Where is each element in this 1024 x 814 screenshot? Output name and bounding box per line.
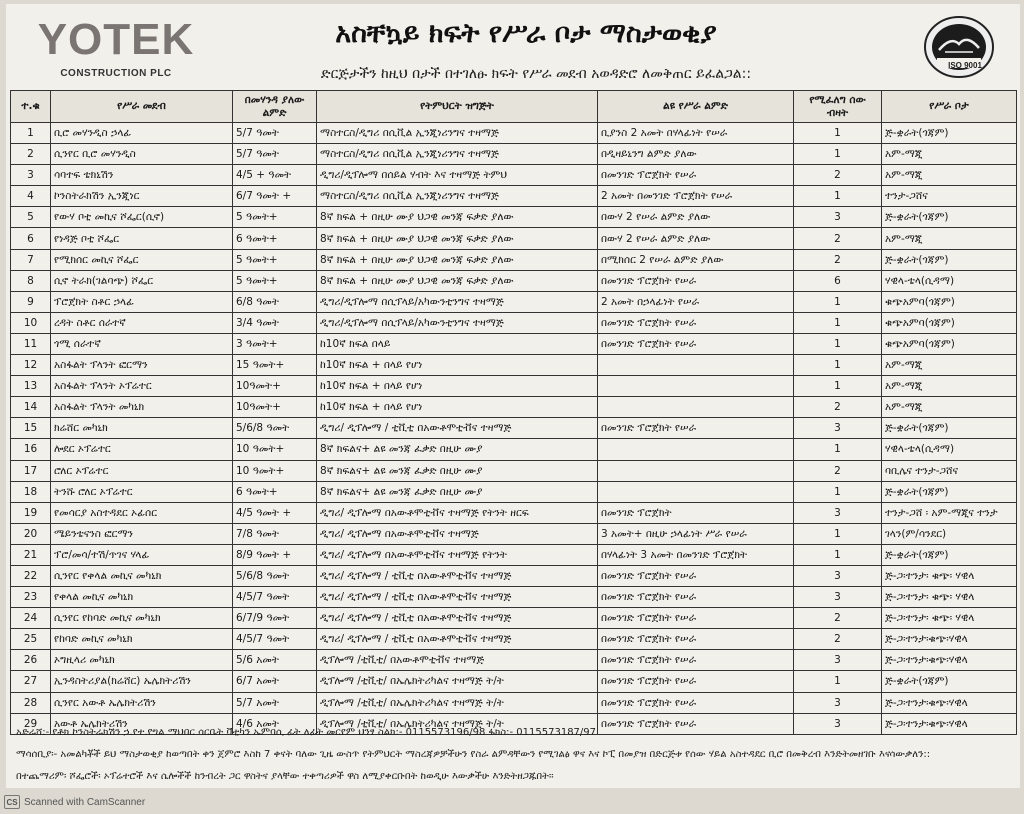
required-count: 2 xyxy=(794,228,882,249)
table-row xyxy=(11,439,1017,460)
experience: 4/5 + ዓመት xyxy=(233,165,317,186)
education: ከ10ኛ ክፍል + በላይ የሆነ xyxy=(317,355,598,376)
work-site: ጅ-ቋራት(ጎጃም) xyxy=(882,544,1017,565)
education: 8ኛ ክፍልና+ ልዩ መንጃ ፈቃድ በዚሁ ሙያ xyxy=(317,439,598,460)
experience: 5 ዓመት+ xyxy=(233,207,317,228)
job-position: ሲኖ ትራክ(ገልባጭ) ሾፌር xyxy=(51,270,233,291)
required-count: 1 xyxy=(794,291,882,312)
table-row xyxy=(11,544,1017,565)
table-row xyxy=(11,608,1017,629)
special-experience: በመንገድ ፕሮጀክት የሠራ xyxy=(598,671,794,692)
job-position: ጎሚ ሰራተኛ xyxy=(51,333,233,354)
job-position: ሲንየር የቀላል መኪና መካኒክ xyxy=(51,565,233,586)
special-experience: በመንገድ ፕሮጀክት የሠራ xyxy=(598,692,794,713)
experience: 4/5/7 ዓመት xyxy=(233,629,317,650)
experience: 6 ዓመት+ xyxy=(233,228,317,249)
education: ማስተርስ/ዲግሪ በሲቪል ኢንጂነሪንግና ተዛማጅ xyxy=(317,144,598,165)
special-experience xyxy=(598,355,794,376)
row-number: 11 xyxy=(11,333,51,354)
education: ዲግሪ/ዲፕሎማ በሲፕላይ/አካውንቲንግና ተዛማጅ xyxy=(317,312,598,333)
seal-label: ISO 9001 xyxy=(948,61,982,70)
iso-seal-icon xyxy=(901,12,997,82)
required-count: 2 xyxy=(794,608,882,629)
special-experience: በውሃ 2 የሠራ ልምድ ያለው xyxy=(598,207,794,228)
job-position: ፕሮ/መሳ/ተሽ/ጥገና ሃላፊ xyxy=(51,544,233,565)
special-experience: በመንገድ ፕሮጀክት የሠራ xyxy=(598,270,794,291)
work-site: ጅ-ጋ፡ተንታ፡ቁጭ፡ሃዊላ xyxy=(882,650,1017,671)
work-site: ጅ-ጋ፡ተንታ፡ቁጭ፡ሃዊላ xyxy=(882,629,1017,650)
vacancy-table xyxy=(10,90,1017,735)
company-logo xyxy=(36,14,196,84)
work-site: ጅ-ጋ፡ተንታ፡ ቁጭ፡ ሃዊላ xyxy=(882,608,1017,629)
education: ዲፕሎማ /ቲቪቲ/ በኤሌክትሪካልና ተዛማጅ ት/ት xyxy=(317,692,598,713)
row-number: 4 xyxy=(11,186,51,207)
job-position: አውቶ ኤሌክትሪሽን xyxy=(51,713,233,734)
table-row xyxy=(11,333,1017,354)
education: ዲግሪ/ ዲፕሎማ / ቲቪቲ በአውቶሞቲቭና ተዛማጅ xyxy=(317,608,598,629)
experience: 4/5 ዓመት + xyxy=(233,502,317,523)
footer-address: አድራሻ:- የቶክ ኮንስትራክሽን ኃ.የተ.የግል ማህበር ሳርቤት ቫቲካን ኤምባሲ ፊት ለፊት መርየም ህንፃ ስልክ:- 0115573196/98 ፋክስ:- 0115573187/97 xyxy=(16,727,597,738)
work-site: ሃዊላ-ቴላ(ሲዳማ) xyxy=(882,270,1017,291)
experience: 3 ዓመት+ xyxy=(233,333,317,354)
scanner-text: Scanned with CamScanner xyxy=(24,796,146,808)
special-experience: በመንገድ ፕሮጀክት የሠራ xyxy=(598,608,794,629)
required-count: 1 xyxy=(794,312,882,333)
table-row xyxy=(11,565,1017,586)
education: 8ኛ ክፍል + በዚሁ ሙያ ህጋዊ መንጃ ፍቃድ ያለው xyxy=(317,228,598,249)
required-count: 3 xyxy=(794,207,882,228)
required-count: 3 xyxy=(794,565,882,586)
education: 8ኛ ክፍልና+ ልዩ መንጃ ፈቃድ በዚሁ ሙያ xyxy=(317,481,598,502)
row-number: 18 xyxy=(11,481,51,502)
job-position: ክሬሸር መካኒክ xyxy=(51,418,233,439)
page-title: አስቸኳይ ክፍት የሥራ ቦታ ማስታወቂያ xyxy=(335,18,717,49)
special-experience: በመንገድ ፕሮጀክት xyxy=(598,502,794,523)
work-site: አም-ማጂ xyxy=(882,228,1017,249)
experience: 6/7 ዓመት + xyxy=(233,186,317,207)
table-row xyxy=(11,270,1017,291)
footer xyxy=(16,722,1016,788)
job-position: ኮንስትራክሽን ኢንጂነር xyxy=(51,186,233,207)
table-row xyxy=(11,397,1017,418)
job-position: የከባድ መኪና መካኒክ xyxy=(51,629,233,650)
row-number: 5 xyxy=(11,207,51,228)
education: ዲግሪ/ ዲፕሎማ በአውቶሞቲቭና ተዛማጅ የትንት xyxy=(317,544,598,565)
footer-note: ማሳሰቢያ፡- አመልካቾች ይህ ማስታወቂያ ከወጣበት ቀን ጀምሮ እስከ 7 ቀናት ባለው ጊዜ ውስጥ የትምህርት ማስረጃዎቻችሁን የስራ ልምዳቸውን የሚገልፅ ዋና እና ኮፒ በመያዝ በድርጅቱ የሰው ሃይል አስተዳደር ቢሮ በመቅረብ እንድትመዘገቡ እናሳውቃለን:: xyxy=(16,749,931,760)
table-row xyxy=(11,186,1017,207)
education: ዲግሪ/ዲፕሎማ በሲፕላይ/አካውንቲንግና ተዛማጅ xyxy=(317,291,598,312)
column-header: ተ.ቁ xyxy=(11,91,51,123)
work-site: ጅ-ቋራት(ጎጃም) xyxy=(882,481,1017,502)
column-header: የሥራ መደብ xyxy=(51,91,233,123)
special-experience: ቢያንስ 2 አመት በሃላፊነት የሠራ xyxy=(598,123,794,144)
row-number: 19 xyxy=(11,502,51,523)
special-experience: በሚክሰር 2 የሠራ ልምድ ያለው xyxy=(598,249,794,270)
work-site: ገላን(ም/ሳንደር) xyxy=(882,523,1017,544)
education: ዲግሪ/ ዲፕሎማ በአውቶሞቲቭና ተዛማጅ የትንት ዘርፍ xyxy=(317,502,598,523)
education: ከ10ኛ ክፍል + በላይ የሆነ xyxy=(317,376,598,397)
work-site: አም-ማጂ xyxy=(882,144,1017,165)
work-site: ቁጭአምባ(ጎጃም) xyxy=(882,312,1017,333)
table-row xyxy=(11,418,1017,439)
required-count: 3 xyxy=(794,713,882,734)
experience: 5/6 አመት xyxy=(233,650,317,671)
required-count: 1 xyxy=(794,144,882,165)
job-position: የነዳጅ ቦቲ ሾፌር xyxy=(51,228,233,249)
special-experience: በመንገድ ፕሮጀክት የሠራ xyxy=(598,312,794,333)
table-row xyxy=(11,165,1017,186)
special-experience: በመንገድ ፕሮጀክት የሠራ xyxy=(598,587,794,608)
table-row xyxy=(11,376,1017,397)
experience: 5/7 ዓመት xyxy=(233,123,317,144)
education: ዲግሪ/ ዲፕሎማ በአውቶሞቲቭና ተዛማጅ xyxy=(317,523,598,544)
special-experience xyxy=(598,481,794,502)
special-experience xyxy=(598,376,794,397)
advert-sheet xyxy=(6,4,1020,788)
row-number: 17 xyxy=(11,460,51,481)
iso-seal xyxy=(901,12,997,82)
table-row xyxy=(11,355,1017,376)
special-experience: በመንገድ ፕሮጀክት የሠራ xyxy=(598,333,794,354)
work-site: ጅ-ቋራት(ጎጃም) xyxy=(882,123,1017,144)
experience: 4/6 አመት xyxy=(233,713,317,734)
education: 8ኛ ክፍል + በዚሁ ሙያ ህጋዊ መንጃ ፍቃድ ያለው xyxy=(317,249,598,270)
required-count: 1 xyxy=(794,376,882,397)
education: ዲግሪ/ ዲፕሎማ / ቲቪቲ በአውቶሞቲቭና ተዛማጅ xyxy=(317,565,598,586)
scanner-watermark xyxy=(4,794,145,810)
row-number: 26 xyxy=(11,650,51,671)
table-row xyxy=(11,650,1017,671)
row-number: 15 xyxy=(11,418,51,439)
table-row xyxy=(11,228,1017,249)
work-site: ባቢሌና ተንታ-ጋሸና xyxy=(882,460,1017,481)
work-site: ቁጭአምባ(ጎጃም) xyxy=(882,291,1017,312)
special-experience: በመንገድ ፕሮጀክት የሠራ xyxy=(598,650,794,671)
work-site: አም-ማጂ xyxy=(882,397,1017,418)
education: ዲግሪ/ዲፕሎማ በሰይል ሃብት እና ተዛማጅ ትምህ xyxy=(317,165,598,186)
required-count: 2 xyxy=(794,629,882,650)
required-count: 3 xyxy=(794,418,882,439)
special-experience xyxy=(598,397,794,418)
job-position: የውሃ ቦቲ መኪና ሾፌር(ሲኖ) xyxy=(51,207,233,228)
job-position: የመሳርያ አስተዳደር ኦፊሰር xyxy=(51,502,233,523)
job-position: አስፋልት ፕላንት ፎርማን xyxy=(51,355,233,376)
education: 8ኛ ክፍል + በዚሁ ሙያ ህጋዊ መንጃ ፍቃድ ያለው xyxy=(317,207,598,228)
special-experience xyxy=(598,460,794,481)
education: ዲግሪ/ ዲፕሎማ / ቲቪቲ በአውቶሞቲቭና ተዛማጅ xyxy=(317,587,598,608)
job-position: ሲንየር ቢሮ መሃንዲስ xyxy=(51,144,233,165)
page-subtitle: ድርጅታችን ከዚህ በታች በተገለፁ ክፍት የሥራ መደብ አወዳድሮ ለመቅጠር ይፈልጋል:: xyxy=(320,66,752,82)
experience: 6/7 አመት xyxy=(233,671,317,692)
table-row xyxy=(11,291,1017,312)
work-site: አም-ማጂ xyxy=(882,165,1017,186)
education: ማስተርስ/ዲግሪ በሲቪል ኢንጂነሪንግና ተዛማጅ xyxy=(317,186,598,207)
job-position: ሳባተፍ ቴክኒሽን xyxy=(51,165,233,186)
row-number: 12 xyxy=(11,355,51,376)
column-header: የሥራ ቦታ xyxy=(882,91,1017,123)
job-position: ሮለር ኦፕሬተር xyxy=(51,460,233,481)
work-site: ጅ-ቋራት(ጎጃም) xyxy=(882,671,1017,692)
job-position: ሜይንቴናንስ ፎርማን xyxy=(51,523,233,544)
required-count: 2 xyxy=(794,460,882,481)
work-site: ተንታ-ጋሸ ፡ አም-ማጂና ተንታ xyxy=(882,502,1017,523)
row-number: 2 xyxy=(11,144,51,165)
camscanner-icon: CS xyxy=(4,795,20,809)
job-position: አስፋልት ፕላንት መካኒክ xyxy=(51,397,233,418)
required-count: 3 xyxy=(794,692,882,713)
experience: 5 ዓመት+ xyxy=(233,270,317,291)
column-header: የትምህርት ዝግጅት xyxy=(317,91,598,123)
work-site: ጅ-ጋ፡ተንታ፡ቁጭ፡ሃዊላ xyxy=(882,713,1017,734)
required-count: 3 xyxy=(794,587,882,608)
education: ከ10ኛ ክፍል + በላይ የሆነ xyxy=(317,397,598,418)
experience: 10ዓመት+ xyxy=(233,376,317,397)
table-row xyxy=(11,523,1017,544)
required-count: 6 xyxy=(794,270,882,291)
row-number: 20 xyxy=(11,523,51,544)
experience: 10 ዓመት+ xyxy=(233,439,317,460)
row-number: 1 xyxy=(11,123,51,144)
work-site: ተንታ-ጋሸና xyxy=(882,186,1017,207)
job-position: አስፋልት ፕላንት ኦፕሬተር xyxy=(51,376,233,397)
required-count: 1 xyxy=(794,186,882,207)
education: 8ኛ ክፍልና+ ልዩ መንጃ ፈቃድ በዚሁ ሙያ xyxy=(317,460,598,481)
job-position: ቢሮ መሃንዲስ ኃላፊ xyxy=(51,123,233,144)
table-row xyxy=(11,692,1017,713)
special-experience: በመንገድ ፕሮጀክት የሠራ xyxy=(598,165,794,186)
experience: 5/6/8 ዓመት xyxy=(233,418,317,439)
table-row xyxy=(11,312,1017,333)
row-number: 28 xyxy=(11,692,51,713)
row-number: 6 xyxy=(11,228,51,249)
row-number: 16 xyxy=(11,439,51,460)
experience: 6/8 ዓመት xyxy=(233,291,317,312)
work-site: ጅ-ጋ፡ተንታ፡ቁጭ፡ሃዊላ xyxy=(882,692,1017,713)
job-position: ሲንየር የከባድ መኪና መካኒክ xyxy=(51,608,233,629)
special-experience: በሃላፊነት 3 አመት በመንገድ ፕሮጀክት xyxy=(598,544,794,565)
job-position: ሎደር ኦፕሬተር xyxy=(51,439,233,460)
required-count: 1 xyxy=(794,333,882,354)
row-number: 8 xyxy=(11,270,51,291)
work-site: ጅ-ቋራት(ጎጃም) xyxy=(882,418,1017,439)
column-header: የሚፈለግ ሰው ብዛት xyxy=(794,91,882,123)
special-experience: በውሃ 2 የሠራ ልምድ ያለው xyxy=(598,228,794,249)
row-number: 21 xyxy=(11,544,51,565)
work-site: ቁጭአምባ(ጎጃም) xyxy=(882,333,1017,354)
required-count: 2 xyxy=(794,249,882,270)
job-position: የቀላል መኪና መካኒክ xyxy=(51,587,233,608)
row-number: 3 xyxy=(11,165,51,186)
required-count: 2 xyxy=(794,397,882,418)
job-position: ፕሮጀክት ስቶር ኃላፊ xyxy=(51,291,233,312)
row-number: 27 xyxy=(11,671,51,692)
experience: 3/4 ዓመት xyxy=(233,312,317,333)
experience: 8/9 ዓመት + xyxy=(233,544,317,565)
special-experience: በመንገድ ፕሮጀክት የሠራ xyxy=(598,565,794,586)
logo-subtitle: CONSTRUCTION PLC xyxy=(60,68,172,79)
required-count: 1 xyxy=(794,481,882,502)
table-row xyxy=(11,629,1017,650)
experience: 7/8 ዓመት xyxy=(233,523,317,544)
table-row xyxy=(11,460,1017,481)
row-number: 7 xyxy=(11,249,51,270)
work-site: ጅ-ጋ፡ተንታ፡ ቁጭ፡ ሃዊላ xyxy=(882,565,1017,586)
education: ዲግሪ/ ዲፕሎማ / ቲቪቲ በአውቶሞቲቭና ተዛማጅ xyxy=(317,629,598,650)
table-row xyxy=(11,144,1017,165)
special-experience: 2 አመት በኃላፊነት የሠራ xyxy=(598,291,794,312)
experience: 5/6/8 ዓመት xyxy=(233,565,317,586)
required-count: 1 xyxy=(794,671,882,692)
row-number: 9 xyxy=(11,291,51,312)
table-row xyxy=(11,587,1017,608)
work-site: ጅ-ቋራት(ጎጃም) xyxy=(882,249,1017,270)
education: 8ኛ ክፍል + በዚሁ ሙያ ህጋዊ መንጃ ፍቃድ ያለው xyxy=(317,270,598,291)
row-number: 24 xyxy=(11,608,51,629)
special-experience xyxy=(598,439,794,460)
education: ዲፕሎማ /ቲቪቲ/ በአውቶሞቲቭና ተዛማጅ xyxy=(317,650,598,671)
required-count: 1 xyxy=(794,355,882,376)
education: ከ10ኛ ክፍል በላይ xyxy=(317,333,598,354)
required-count: 1 xyxy=(794,544,882,565)
row-number: 13 xyxy=(11,376,51,397)
education: ዲግሪ/ ዲፕሎማ / ቲቪቲ በአውቶሞቲቭና ተዛማጅ xyxy=(317,418,598,439)
required-count: 1 xyxy=(794,439,882,460)
row-number: 10 xyxy=(11,312,51,333)
job-position: ረዳት ስቶር ሰራተኛ xyxy=(51,312,233,333)
required-count: 3 xyxy=(794,650,882,671)
required-count: 2 xyxy=(794,165,882,186)
logo-text: YOTEK xyxy=(37,15,195,64)
table-row xyxy=(11,249,1017,270)
row-number: 25 xyxy=(11,629,51,650)
table-body xyxy=(11,123,1017,735)
column-header: በመሃንዳ ያለው ልምድ xyxy=(233,91,317,123)
work-site: አም-ማጂ xyxy=(882,355,1017,376)
experience: 4/5/7 ዓመት xyxy=(233,587,317,608)
required-count: 3 xyxy=(794,502,882,523)
experience: 5/7 አመት xyxy=(233,692,317,713)
table-row xyxy=(11,481,1017,502)
job-position: ትንሹ ሮለር ኦፕሬተር xyxy=(51,481,233,502)
row-number: 14 xyxy=(11,397,51,418)
job-position: የሚክሰር መኪና ሾፌር xyxy=(51,249,233,270)
education: ማስተርስ/ዲግሪ በሲቪል ኢንጂነሪንግና ተዛማጅ xyxy=(317,123,598,144)
work-site: ሃዊላ-ቴላ(ሲዳማ) xyxy=(882,439,1017,460)
table-row xyxy=(11,502,1017,523)
table-header-row xyxy=(11,91,1017,123)
table-row xyxy=(11,123,1017,144)
job-position: ኢንዳስትሪያል(ክሬሸር) ኤሌክትሪሽን xyxy=(51,671,233,692)
special-experience: በመንገድ ፕሮጀክት የሠራ xyxy=(598,418,794,439)
work-site: ጅ-ቋራት(ጎጃም) xyxy=(882,207,1017,228)
table-row xyxy=(11,671,1017,692)
experience: 6 ዓመት+ xyxy=(233,481,317,502)
special-experience: 2 አመት በመንገድ ፕሮጀክት የሠራ xyxy=(598,186,794,207)
special-experience: በመንገድ ፕሮጀክት የሠራ xyxy=(598,629,794,650)
experience: 10ዓመት+ xyxy=(233,397,317,418)
special-experience: 3 አመት+ በዚሁ ኃላፊነት ሥራ የሠራ xyxy=(598,523,794,544)
footer-note-additional: በተጨማሪም፡ ሾፌሮች፡ ኦፕሬተሮች እና ሴሎችች ከንብረት ጋር ዋስትና ያላቸው ተቀጣሪዎች ዋስ ለሚያቀርቡበት ከወዲሁ እውቃችሁ እንድትዘጋጁበት፡፡ xyxy=(16,771,554,782)
required-count: 1 xyxy=(794,523,882,544)
special-experience: በዲዛይኒንግ ልምድ ያለው xyxy=(598,144,794,165)
work-site: ጅ-ጋ፡ተንታ፡ ቁጭ፡ ሃዊላ xyxy=(882,587,1017,608)
experience: 5 ዓመት+ xyxy=(233,249,317,270)
special-experience: በመንገድ ፕሮጀክት የሠራ xyxy=(598,713,794,734)
work-site: አም-ማጂ xyxy=(882,376,1017,397)
experience: 6/7/9 ዓመት xyxy=(233,608,317,629)
experience: 15 ዓመት+ xyxy=(233,355,317,376)
job-position: ኦግዚላሪ መካኒክ xyxy=(51,650,233,671)
row-number: 23 xyxy=(11,587,51,608)
job-position: ሲንየር አውቶ ኤሌክትሪሽን xyxy=(51,692,233,713)
row-number: 29 xyxy=(11,713,51,734)
required-count: 1 xyxy=(794,123,882,144)
table-row xyxy=(11,207,1017,228)
row-number: 22 xyxy=(11,565,51,586)
education: ዲፕሎማ /ቲቪቲ/ በኤሌክትሪካልና ተዛማጅ ት/ት xyxy=(317,713,598,734)
education: ዲፕሎማ /ቲቪቲ/ በኤሌክትሪካልና ተዛማጅ ት/ት xyxy=(317,671,598,692)
experience: 5/7 ዓመት xyxy=(233,144,317,165)
column-header: ልዩ የሥራ ልምድ xyxy=(598,91,794,123)
experience: 10 ዓመት+ xyxy=(233,460,317,481)
